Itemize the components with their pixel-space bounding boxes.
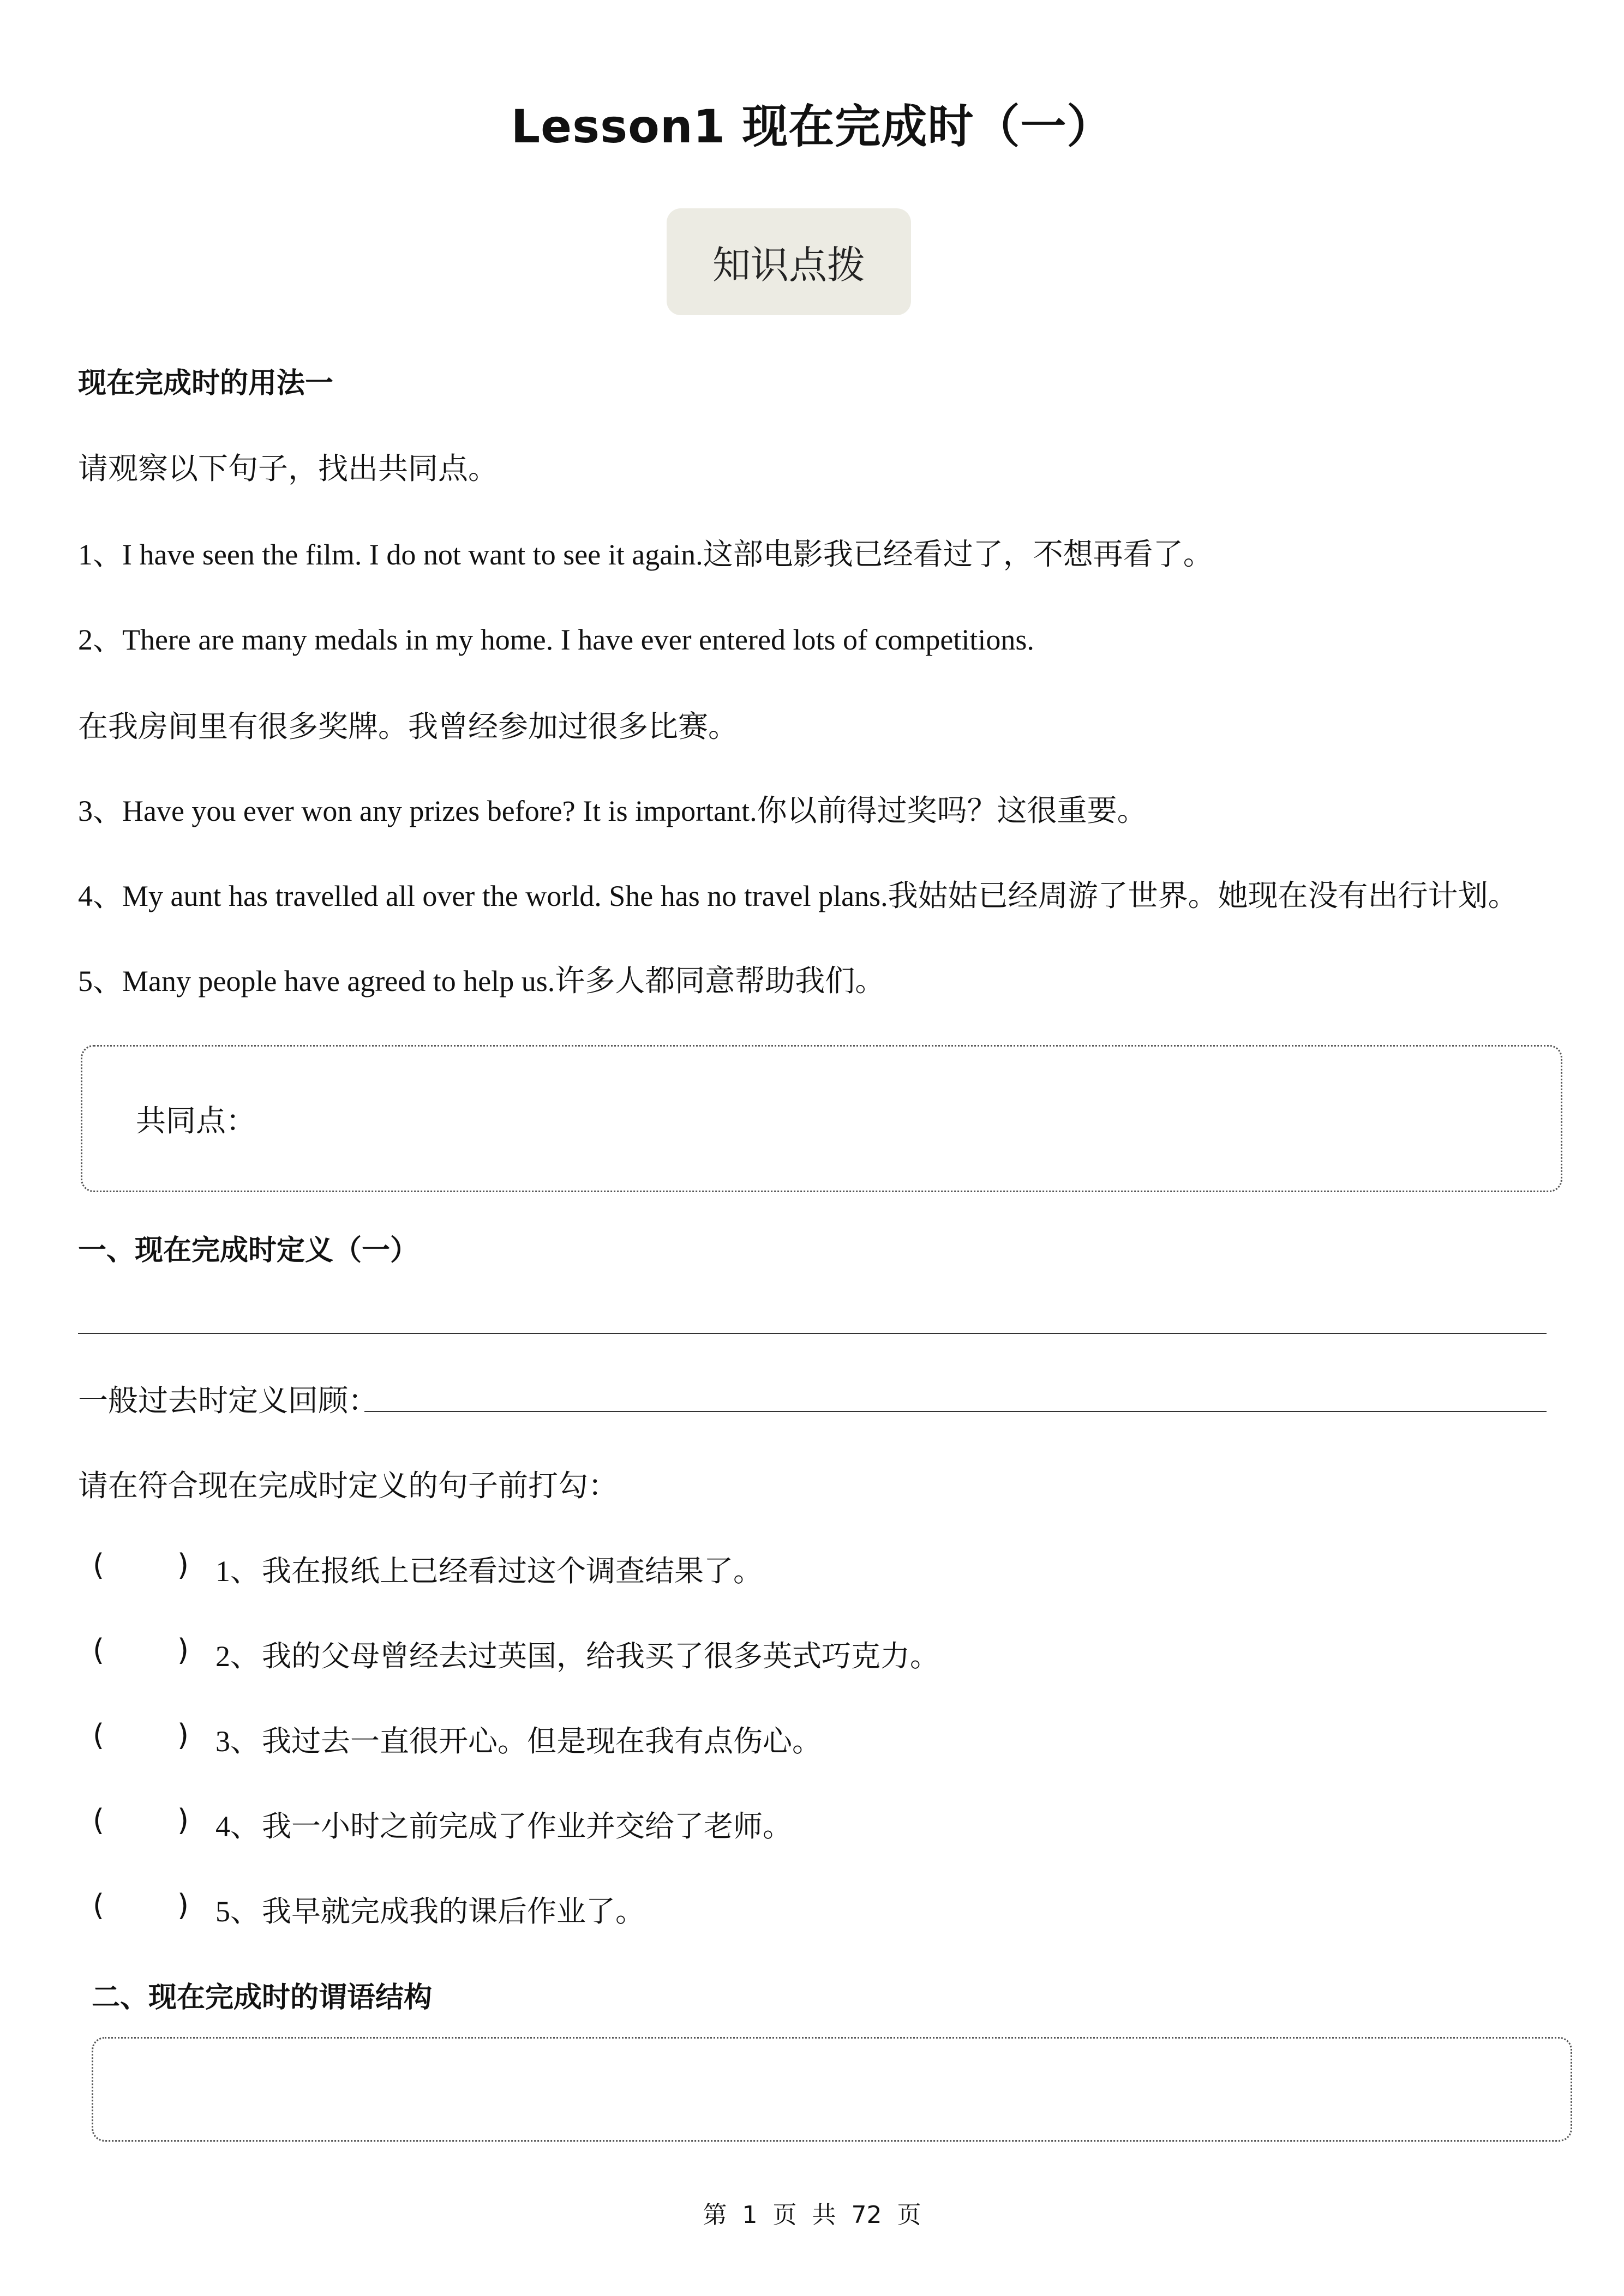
footer-total-pages: 72 — [851, 2201, 882, 2229]
tick-item — [93, 1888, 1075, 1926]
answer-line[interactable] — [78, 1333, 1547, 1334]
tick-instruction: 请在符合现在完成时定义的句子前打勾： — [78, 1468, 619, 1503]
sentence-row — [78, 786, 1147, 830]
past-review-label: 一般过去时定义回顾： — [78, 1383, 379, 1418]
tick-item-number: 1、 — [215, 1555, 260, 1588]
sentence-number: 3、 — [78, 795, 122, 827]
tick-item-number: 4、 — [215, 1810, 260, 1843]
section-badge: 知识点拨 — [667, 208, 911, 315]
sentence-english: Many people have agreed to help us. — [122, 965, 555, 997]
sentence-chinese: 你以前得过奖吗？这很重要。 — [757, 793, 1147, 828]
footer-prefix: 第 — [703, 2201, 727, 2229]
tick-checkbox-open[interactable]: ( — [93, 1888, 105, 1922]
page-title: Lesson1 现在完成时（一） — [511, 100, 1113, 153]
tick-item-number: 2、 — [215, 1640, 260, 1673]
usage-section-title: 现在完成时的用法一 — [78, 367, 334, 400]
footer-page-number: 1 — [742, 2201, 758, 2229]
tick-checkbox-open[interactable]: ( — [93, 1548, 105, 1582]
sentence-english: My aunt has travelled all over the world. She has no travel plans. — [122, 880, 888, 912]
tick-checkbox-close[interactable]: ) — [177, 1803, 189, 1837]
tick-checkbox-close[interactable]: ) — [177, 1718, 189, 1752]
tick-checkbox-close[interactable]: ) — [177, 1548, 189, 1582]
tick-item-text: 我一小时之前完成了作业并交给了老师。 — [262, 1809, 792, 1843]
sentence-row — [78, 957, 885, 1000]
predicate-structure-box[interactable] — [92, 2037, 1572, 2142]
tick-checkbox-close[interactable]: ) — [177, 1888, 189, 1922]
tick-checkbox-open[interactable]: ( — [93, 1718, 105, 1752]
tick-item — [93, 1633, 1075, 1671]
sentence-chinese: 许多人都同意帮助我们。 — [555, 963, 885, 998]
sentence-row — [78, 616, 1034, 658]
sentence-english: I have seen the film. I do not want to see it again. — [122, 538, 703, 571]
tick-item-text: 我早就完成我的课后作业了。 — [262, 1894, 645, 1928]
tick-checkbox-open[interactable]: ( — [93, 1633, 105, 1667]
sentence-english: There are many medals in my home. I have ever entered lots of competitions. — [122, 623, 1034, 656]
footer-total-label: 共 — [812, 2201, 836, 2229]
common-point-label: 共同点： — [136, 1103, 256, 1138]
tick-checkbox-open[interactable]: ( — [93, 1803, 105, 1837]
sentence-row — [78, 530, 1213, 573]
sentence-number: 2、 — [78, 623, 122, 656]
tick-item — [93, 1803, 1075, 1841]
section2-title: 二、现在完成时的谓语结构 — [92, 1981, 433, 2014]
common-point-box[interactable] — [81, 1045, 1562, 1192]
tick-item — [93, 1548, 1075, 1586]
page-footer — [0, 2195, 1624, 2230]
footer-suffix: 页 — [897, 2201, 921, 2229]
tick-item-text: 我的父母曾经去过英国，给我买了很多英式巧克力。 — [262, 1639, 939, 1673]
past-review-answer-line[interactable] — [364, 1411, 1547, 1412]
instruction-text: 请观察以下句子，找出共同点。 — [78, 451, 499, 486]
sentence-english: Have you ever won any prizes before? It is important. — [122, 795, 757, 827]
sentence-number: 1、 — [78, 538, 122, 571]
sentence-chinese: 我姑姑已经周游了世界。她现在没有出行计划。 — [888, 878, 1518, 913]
sentence-row — [78, 871, 1518, 915]
tick-item — [93, 1718, 1075, 1756]
sentence-chinese: 这部电影我已经看过了，不想再看了。 — [703, 537, 1213, 572]
tick-item-number: 3、 — [215, 1725, 260, 1758]
sentence-number: 5、 — [78, 965, 122, 997]
footer-page-label: 页 — [772, 2201, 797, 2229]
tick-item-text: 我在报纸上已经看过这个调查结果了。 — [262, 1554, 763, 1588]
tick-item-text: 我过去一直很开心。但是现在我有点伤心。 — [262, 1724, 822, 1758]
sentence-number: 4、 — [78, 880, 122, 912]
tick-checkbox-close[interactable]: ) — [177, 1633, 189, 1667]
sentence-chinese: 在我房间里有很多奖牌。我曾经参加过很多比赛。 — [78, 709, 739, 744]
tick-item-number: 5、 — [215, 1895, 260, 1928]
section1-title: 一、现在完成时定义（一） — [78, 1234, 419, 1267]
